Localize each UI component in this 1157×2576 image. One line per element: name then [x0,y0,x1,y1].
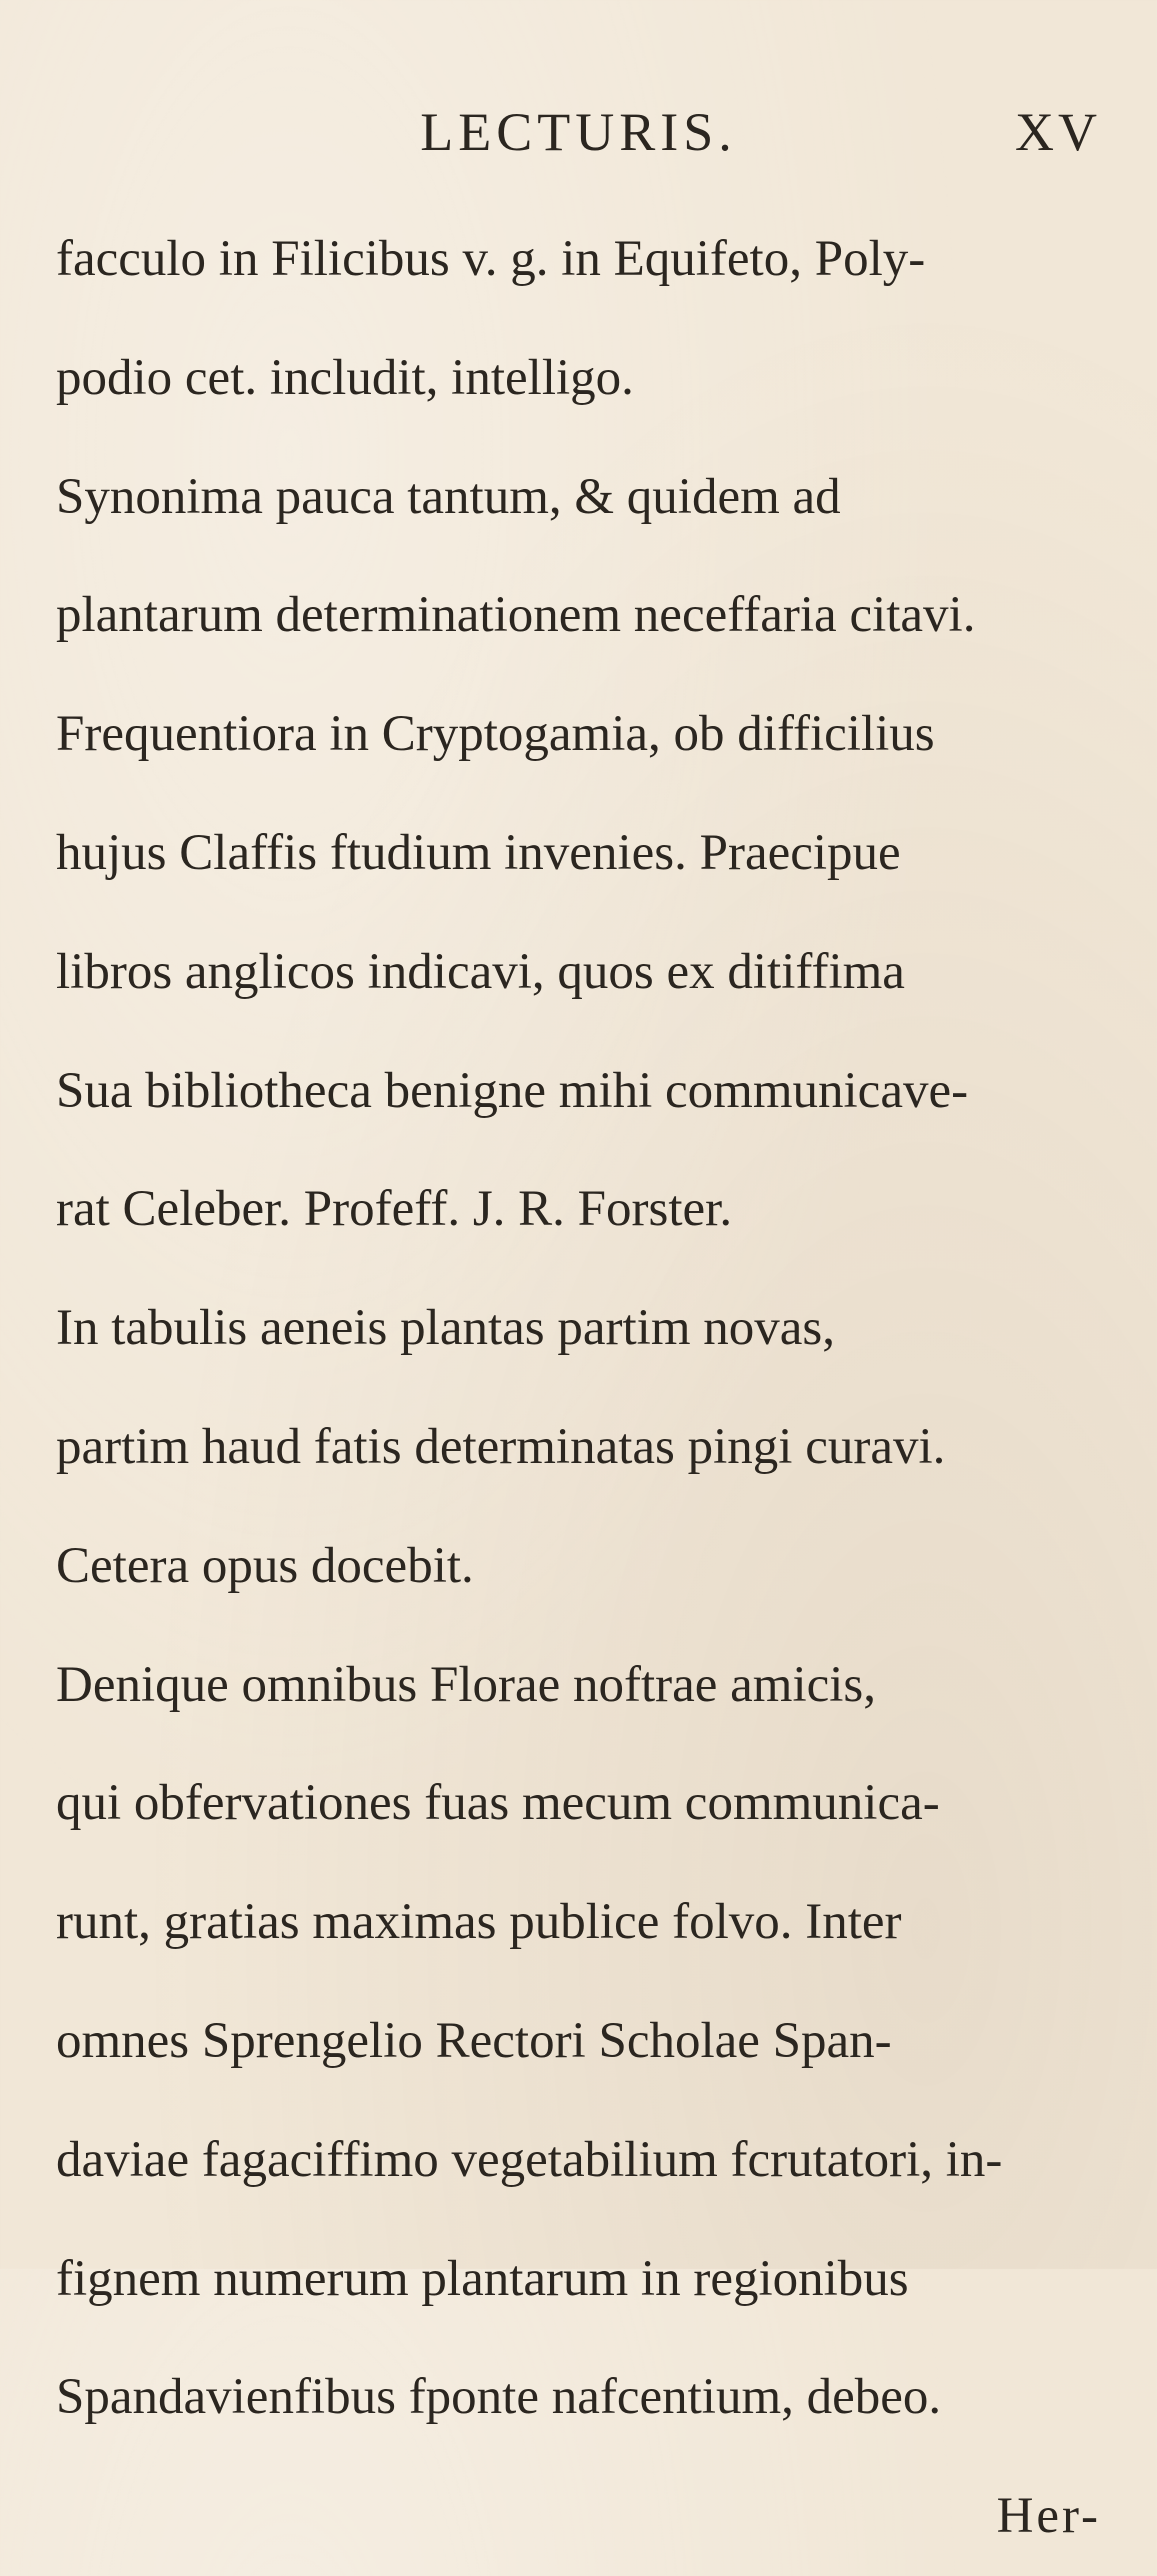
text-line: partim haud fatis determinatas pingi curavi. [56,1418,946,1475]
text-line: Sua bibliotheca benigne mihi communicave- [56,1062,969,1119]
text-line: podio cet. includit, intelligo. [56,349,634,406]
page-number: XV [1015,102,1101,162]
text-line: daviae fagaciffimo vegetabilium fcrutatori, in- [56,2131,1003,2188]
text-line: Spandavienfibus fponte nafcentium, debeo. [56,2369,942,2426]
catchword: Her- [996,2488,1101,2545]
text-line: Synonima pauca tantum, & quidem ad [56,468,841,525]
text-line: Cetera opus docebit. [56,1537,474,1594]
text-line: facculo in Filicibus v. g. in Equifeto, Poly- [56,231,926,287]
body-text [56,200,1101,2576]
running-head: LECTURIS. [420,102,737,162]
page-header [56,102,1101,162]
text-line: qui obfervationes fuas mecum communica- [56,1775,940,1832]
text-line: plantarum determinationem neceffaria citavi. [56,587,976,644]
text-line: rat Celeber. Profeff. J. R. Forster. [56,1181,733,1238]
text-line: hujus Claffis ftudium invenies. Praecipue [56,824,901,881]
text-line: runt, gratias maximas publice folvo. Inter [56,1894,902,1951]
text-line: Frequentiora in Cryptogamia, ob difficilius [56,706,935,763]
text-line: In tabulis aeneis plantas partim novas, [56,1300,835,1357]
text-line: omnes Sprengelio Rectori Scholae Span- [56,2012,892,2069]
text-line: Denique omnibus Florae noftrae amicis, [56,1656,877,1713]
text-line: fignem numerum plantarum in regionibus [56,2250,909,2307]
text-line: libros anglicos indicavi, quos ex ditiffima [56,943,905,1000]
